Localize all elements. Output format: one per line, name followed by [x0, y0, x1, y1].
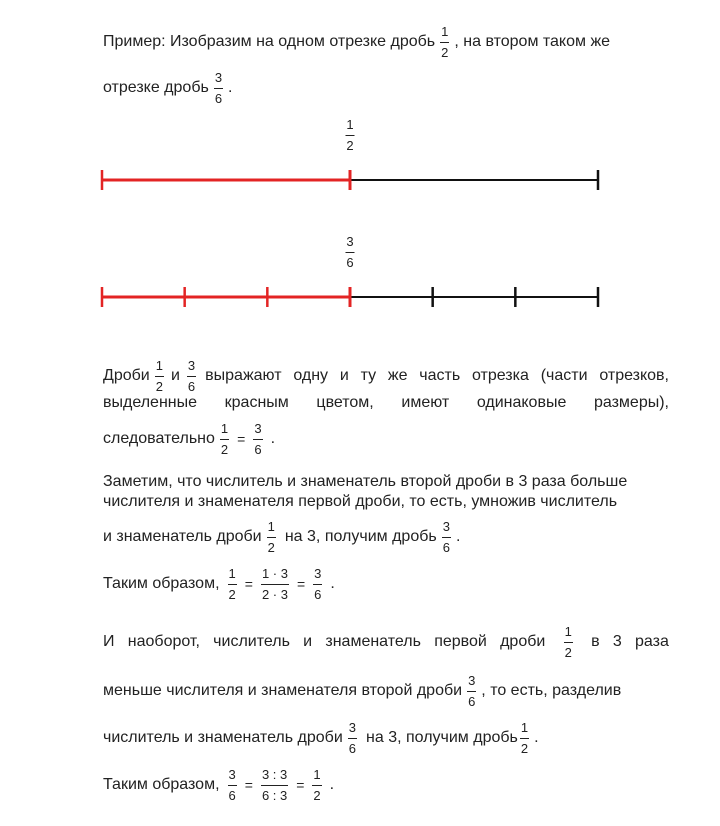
- fraction-3-6: 3 6: [442, 518, 450, 555]
- conclusion-2: Таким образом, 3 6 = 3 : 3 6 : 3 = 1 2 .: [103, 766, 335, 803]
- fraction-3-6: 3 6: [214, 69, 223, 106]
- fraction-1-2: 1 2: [520, 719, 529, 756]
- fraction-1-2: 1 2: [155, 357, 163, 394]
- fraction-3-6: 3 6: [348, 719, 357, 756]
- para3-line-1: И наоборот, числитель и знаменатель первой дроби 1 2 в 3 раза: [103, 623, 669, 660]
- fraction-1-2: 1 2: [267, 518, 275, 555]
- fraction-1-2: 1 2: [441, 23, 449, 60]
- intro-line-2: [103, 68, 669, 108]
- fraction-3-6: 3 6: [228, 766, 236, 803]
- fraction-1-2: 1 2: [220, 420, 229, 457]
- fraction-3-6: 3 6: [468, 672, 476, 709]
- intro-text-1: Пример: Изобразим на одном отрезке дробь: [103, 33, 436, 50]
- intro-text-4: .: [228, 79, 233, 96]
- para2-line-1: Заметим, что числитель и знаменатель второй дроби в 3 раза больше: [103, 473, 628, 490]
- intro-text-2: , на втором таком же: [454, 33, 611, 50]
- fraction-divide: 3 : 3 6 : 3: [261, 766, 288, 803]
- fraction-3-6: 3 6: [254, 420, 262, 457]
- para2-line-3: и знаменатель дроби 1 2 на 3, получим дробь 3 6 .: [103, 518, 461, 555]
- fraction-1-2: 1 2: [228, 565, 236, 602]
- fraction-3-6: 3 6: [187, 357, 196, 394]
- para1-line-2: выделенные красным цветом, имеют одинаковые размеры),: [103, 394, 669, 411]
- segment-2-label: 3 6: [346, 234, 354, 270]
- fraction-3-6: 3 6: [314, 565, 322, 602]
- intro-text-3: отрезке дробь: [103, 79, 209, 96]
- fraction-1-2: 1 2: [564, 623, 572, 660]
- fraction-1-2: 1 2: [313, 766, 321, 803]
- fraction-multiply: 1 · 3 2 · 3: [261, 565, 288, 602]
- conclusion-1: Таким образом, 1 2 = 1 · 3 2 · 3 = 3 6 .: [103, 565, 335, 602]
- segment-1-label: 1 2: [346, 117, 354, 153]
- para2-line-2: числителя и знаменателя первой дроби, то есть, умножив числитель: [103, 493, 618, 510]
- para1-line-1: Дроби 1 2 и 3 6 выражают одну и ту же часть отрезка (части отрезков,: [103, 357, 669, 394]
- intro-line-1: [103, 22, 669, 62]
- para3-line-2: меньше числителя и знаменателя второй дроби 3 6 , то есть, разделив: [103, 672, 622, 709]
- para1-line-3: следовательно 1 2 = 3 6 .: [103, 420, 276, 457]
- para3-line-3: числитель и знаменатель дроби 3 6 на 3, получим дробь 1 2 .: [103, 719, 539, 756]
